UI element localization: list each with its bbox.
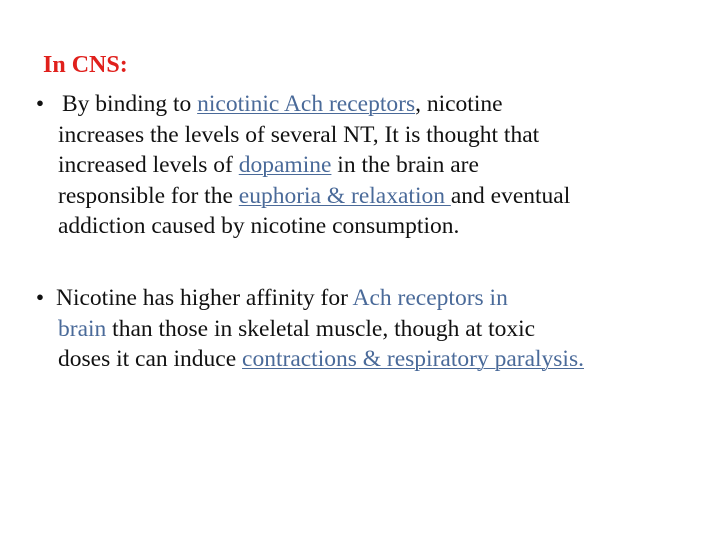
text-segment: Nicotine has higher affinity for xyxy=(56,285,353,311)
link-euphoria-relaxation[interactable]: euphoria & relaxation xyxy=(238,182,451,209)
text-segment: responsible for the xyxy=(58,182,239,209)
text-segment: By binding to xyxy=(62,91,198,117)
bullet-line xyxy=(30,314,710,345)
link-contractions-respiratory-paralysis[interactable]: contractions & respiratory paralysis. xyxy=(242,346,584,372)
bullet-line xyxy=(30,150,710,181)
link-dopamine[interactable]: dopamine xyxy=(238,152,332,178)
bullet-line: addiction caused by nicotine consumption. xyxy=(58,213,460,239)
bullet-line xyxy=(30,283,710,314)
text-segment: increased levels of xyxy=(58,152,239,178)
link-nicotinic-ach-receptors[interactable]: nicotinic Ach receptors xyxy=(197,91,416,117)
bullet-icon: • xyxy=(35,91,45,117)
section-heading: In CNS: xyxy=(43,52,128,78)
bullet-item-affinity xyxy=(30,283,710,375)
highlight-ach-receptors: Ach receptors in xyxy=(352,285,508,311)
bullet-line xyxy=(30,89,710,120)
text-segment: than those in skeletal muscle, though at toxic xyxy=(106,315,536,342)
bullet-line: increases the levels of several NT, It is thought that xyxy=(58,121,540,148)
text-segment: and eventual xyxy=(450,182,571,209)
bullet-line xyxy=(30,181,710,212)
bullet-icon: • xyxy=(35,285,45,311)
bullet-item-binding xyxy=(30,89,710,242)
text-segment: in the brain are xyxy=(331,152,479,178)
text-segment: , nicotine xyxy=(415,91,503,117)
highlight-brain: brain xyxy=(58,315,107,342)
text-segment: doses it can induce xyxy=(58,346,243,372)
bullet-line xyxy=(30,344,710,375)
